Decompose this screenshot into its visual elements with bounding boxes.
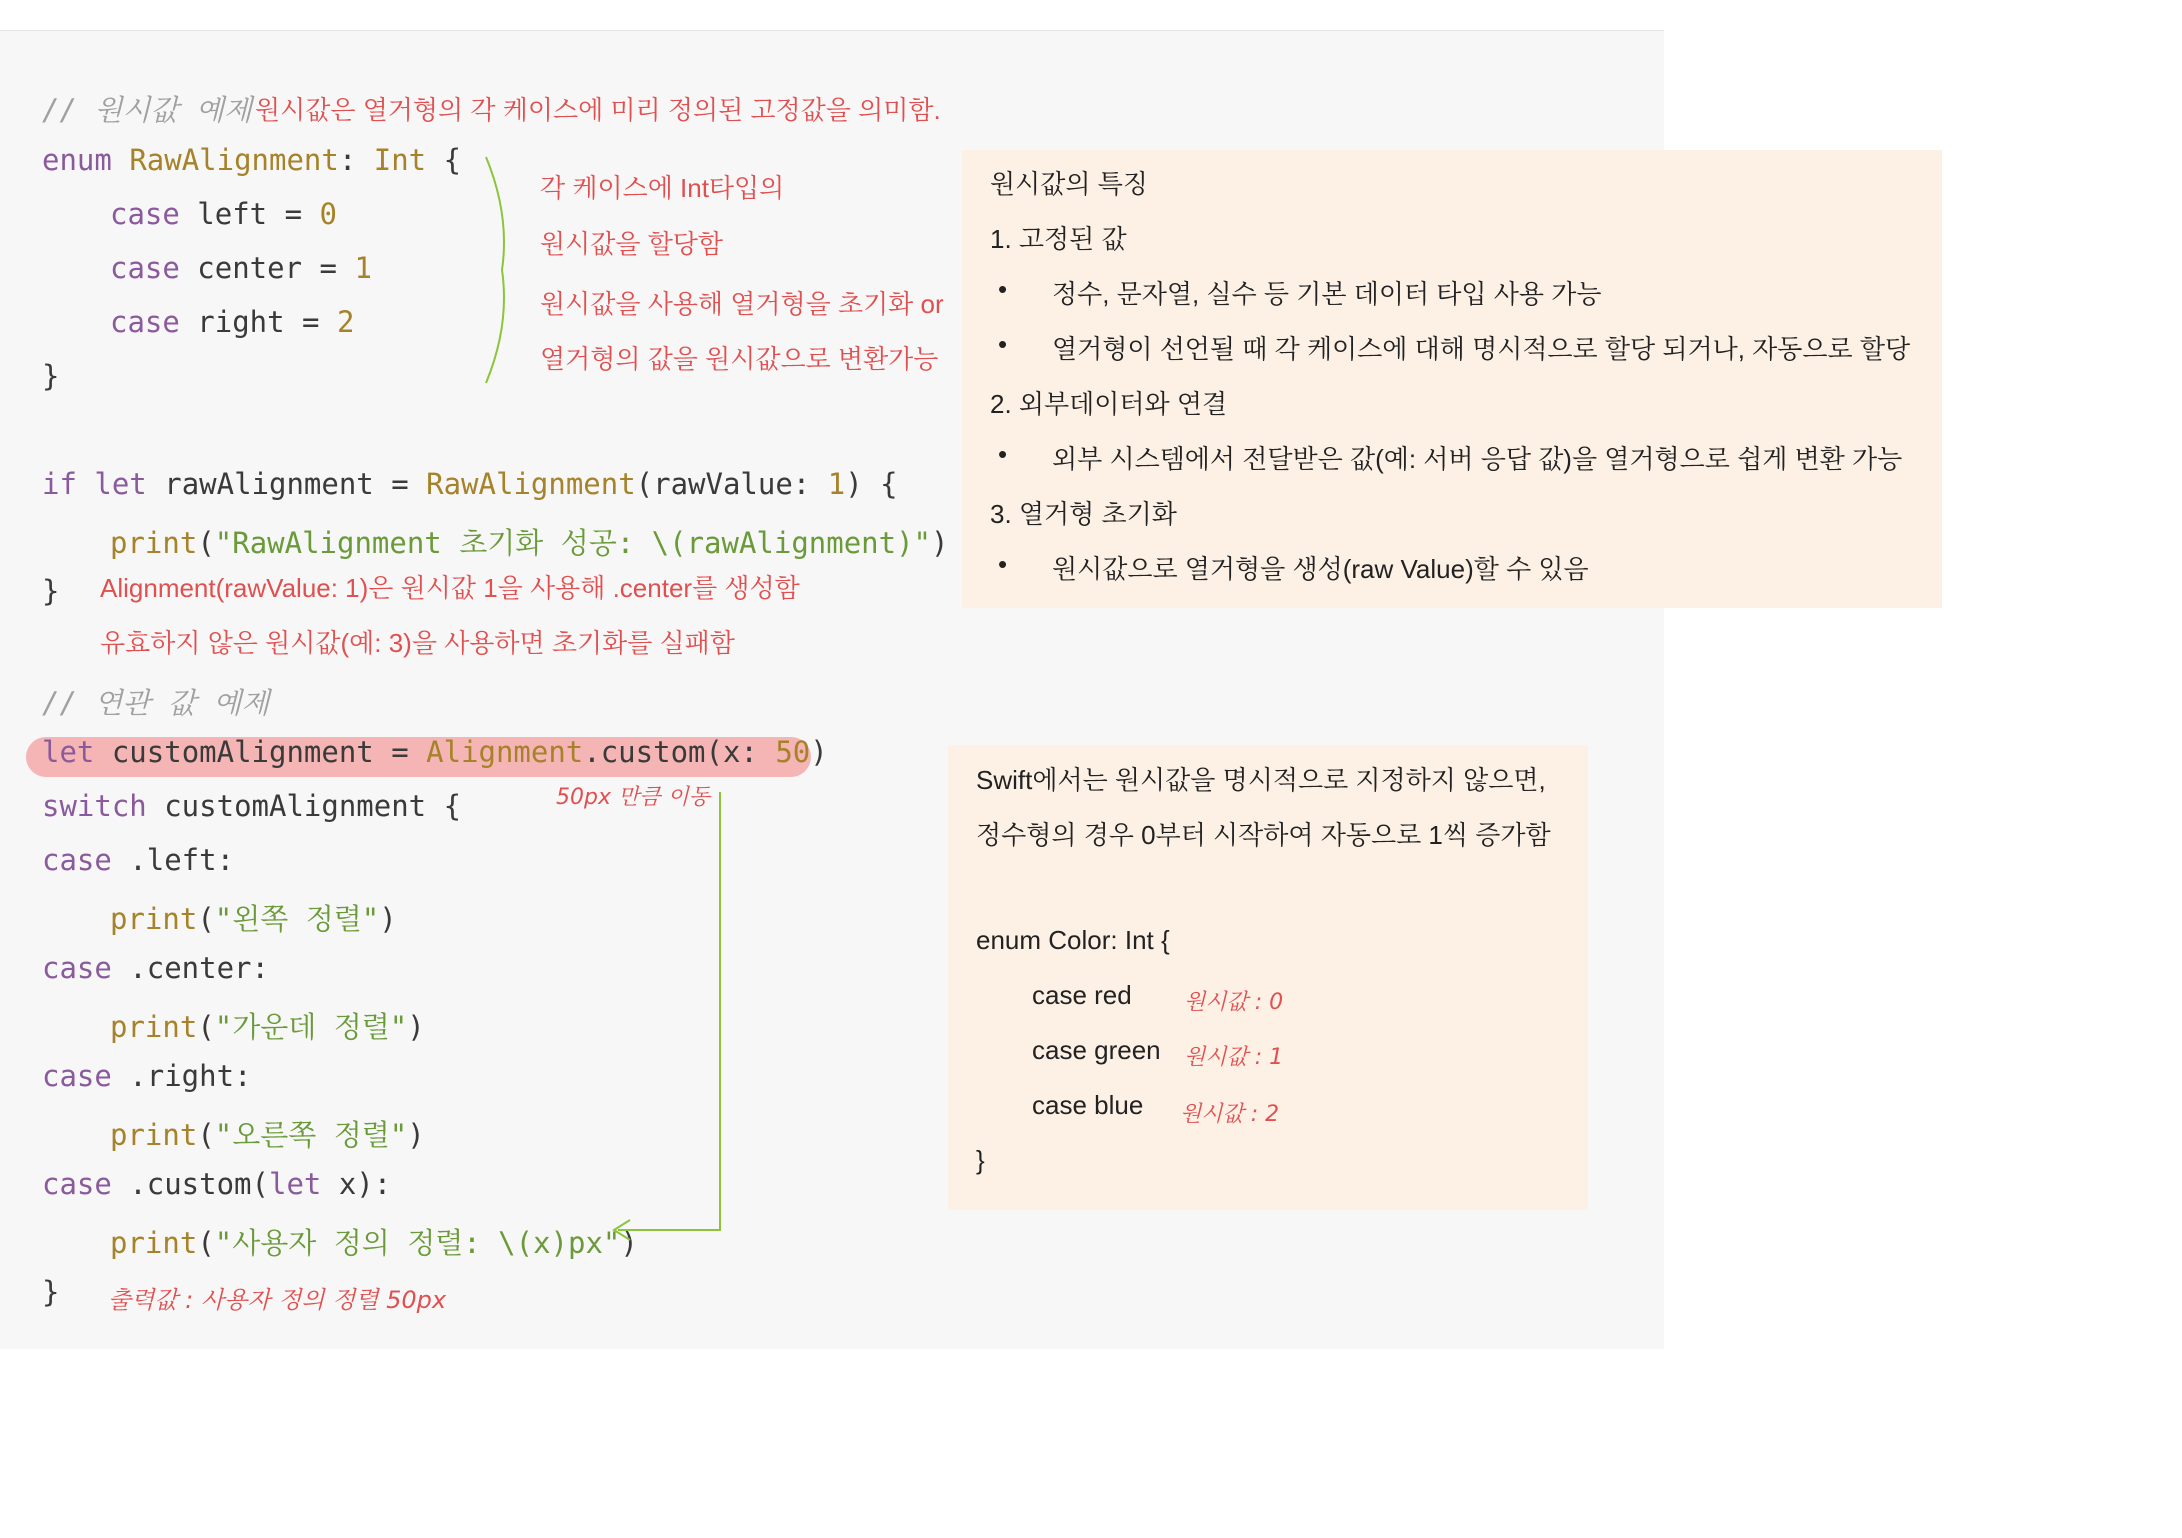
print-function: print (110, 526, 198, 560)
case-keyword: case (42, 1059, 112, 1093)
print-custom-string: "사용자 정의 정렬: \(x)px" (214, 1226, 621, 1260)
init-annotation-2: 유효하지 않은 원시값(예: 3)을 사용하면 초기화를 실패함 (100, 628, 735, 658)
if-brace-close: } (42, 574, 60, 608)
brace-open: { (426, 143, 462, 177)
switch-line (42, 789, 461, 823)
raw-value-features-note (962, 150, 1942, 608)
paren-open: ( (197, 1010, 215, 1044)
print-center-string: "가운데 정렬" (214, 1010, 408, 1044)
print-left-line (110, 897, 397, 938)
bullet: • (998, 439, 1008, 469)
note1-title: 원시값의 특징 (990, 169, 1148, 199)
bullet: • (998, 274, 1008, 304)
switch-keyword: switch (42, 789, 147, 823)
print-custom-line (110, 1221, 638, 1262)
case-dot-left: .left: (111, 843, 235, 877)
switch-brace-close: } (42, 1275, 60, 1309)
custom-alignment-line (42, 735, 828, 769)
case-keyword: case (110, 197, 180, 231)
curly-brace-icon (480, 155, 520, 385)
raw-alignment-type: RawAlignment (426, 467, 636, 501)
case-keyword: case (110, 305, 180, 339)
colon: : (338, 143, 374, 177)
brace-annotation-3: 원시값을 사용해 열거형을 초기화 or (540, 289, 944, 319)
note2-raw-red: 원시값 : 0 (1184, 990, 1284, 1015)
case-custom-a: .custom( (111, 1167, 269, 1201)
note2-brace-close: } (976, 1145, 985, 1175)
note2-line-1: Swift에서는 원시값을 명시적으로 지정하지 않으면, (976, 765, 1546, 795)
value-one: 1 (354, 251, 372, 285)
arrow-icon (600, 780, 730, 1250)
paren-open: ( (197, 1226, 215, 1260)
value-two: 2 (336, 305, 355, 339)
if-keyword: if (42, 467, 77, 501)
case-custom-b: x): (321, 1167, 392, 1201)
paren-close: ) (407, 1118, 425, 1152)
print-success-string: "RawAlignment 초기화 성공: \(rawAlignment)" (214, 526, 932, 560)
if-let-line (42, 467, 898, 501)
case-custom-switch (42, 1167, 391, 1201)
if-let-middle: rawAlignment = (146, 467, 427, 501)
case-keyword: case (42, 951, 112, 985)
note1-bullet-1: 정수, 문자열, 실수 등 기본 데이터 타입 사용 가능 (1052, 279, 1602, 309)
case-center-text: center = (179, 251, 355, 285)
raw-value: 1 (827, 467, 846, 501)
note1-heading-1: 1. 고정된 값 (990, 224, 1127, 254)
let-line-middle: customAlignment = (94, 735, 427, 769)
header-annotation: 원시값은 열거형의 각 케이스에 미리 정의된 고정값을 의미함. (255, 95, 941, 125)
note1-bullet-2: 열거형이 선언될 때 각 케이스에 대해 명시적으로 할당 되거나, 자동으로 할당 (1052, 334, 1911, 364)
custom-call: .custom(x: (583, 735, 776, 769)
paren-close: ) (620, 1226, 638, 1260)
print-success-line (110, 521, 948, 562)
case-center-line (110, 251, 372, 285)
note1-bullet-3: 외부 시스템에서 전달받은 값(예: 서버 응답 값)을 열거형으로 쉽게 변환 가능 (1052, 444, 1903, 474)
brace-annotation-4: 열거형의 값을 원시값으로 변환가능 (540, 344, 939, 374)
note2-case-red: case red (1032, 980, 1132, 1010)
paren-open: ( (197, 526, 215, 560)
move-annotation: 50px 만큼 이동 (556, 785, 710, 810)
output-annotation: 출력값 : 사용자 정의 정렬 50px (108, 1286, 447, 1314)
bullet: • (998, 549, 1008, 579)
enum-keyword: enum (42, 143, 112, 177)
custom-value: 50 (775, 735, 811, 769)
note2-case-blue: case blue (1032, 1090, 1144, 1120)
print-function: print (110, 1118, 198, 1152)
print-function: print (110, 1010, 198, 1044)
let-keyword: let (94, 467, 147, 501)
let-keyword: let (42, 735, 95, 769)
paren-close: ) (931, 526, 949, 560)
case-left-switch (42, 843, 234, 877)
note2-line-2: 정수형의 경우 0부터 시작하여 자동으로 1씩 증가함 (976, 820, 1551, 850)
raw-end: ) { (845, 467, 898, 501)
value-zero: 0 (319, 197, 337, 231)
print-function: print (110, 902, 198, 936)
note1-heading-3: 3. 열거형 초기화 (990, 499, 1177, 529)
comment-assoc-example: // 연관 값 예제 (42, 686, 270, 720)
bullet: • (998, 329, 1008, 359)
brace-annotation-1: 각 케이스에 Int타입의 (540, 173, 785, 203)
let-keyword: let (268, 1167, 322, 1201)
note2-case-green: case green (1032, 1035, 1161, 1065)
case-keyword: case (42, 1167, 112, 1201)
case-center-switch (42, 951, 269, 985)
enum-brace-close: } (42, 359, 60, 393)
case-dot-right: .right: (111, 1059, 252, 1093)
paren-close: ) (379, 902, 397, 936)
comment-raw-example: // 원시값 예제 (42, 93, 252, 127)
case-dot-center: .center: (111, 951, 269, 985)
print-right-string: "오른쪽 정렬" (214, 1118, 408, 1152)
enum-name: RawAlignment (129, 143, 339, 177)
case-right-text: right = (179, 305, 337, 339)
print-right-line (110, 1113, 425, 1154)
print-function: print (110, 1226, 198, 1260)
case-left-text: left = (179, 197, 320, 231)
case-right-line (110, 305, 354, 339)
note1-heading-2: 2. 외부데이터와 연결 (990, 389, 1228, 419)
note2-enum-line: enum Color: Int { (976, 925, 1170, 955)
switch-rest: customAlignment { (146, 789, 462, 823)
paren-open: ( (197, 902, 215, 936)
int-type: Int (373, 143, 427, 177)
case-keyword: case (110, 251, 180, 285)
note1-bullet-4: 원시값으로 열거형을 생성(raw Value)할 수 있음 (1052, 554, 1589, 584)
case-keyword: case (42, 843, 112, 877)
raw-args: (rawValue: (635, 467, 828, 501)
alignment-type: Alignment (426, 735, 584, 769)
custom-end: ) (810, 735, 828, 769)
brace-annotation-2: 원시값을 할당함 (540, 229, 724, 259)
enum-declaration (42, 143, 461, 177)
note2-raw-blue: 원시값 : 2 (1180, 1102, 1280, 1127)
paren-close: ) (407, 1010, 425, 1044)
auto-increment-note (948, 745, 1588, 1210)
paren-open: ( (197, 1118, 215, 1152)
init-annotation-1: Alignment(rawValue: 1)은 원시값 1을 사용해 .center를 생성함 (100, 573, 800, 603)
print-center-line (110, 1005, 425, 1046)
print-left-string: "왼쪽 정렬" (214, 902, 380, 936)
case-left-line (110, 197, 337, 231)
note2-raw-green: 원시값 : 1 (1184, 1045, 1284, 1070)
case-right-switch (42, 1059, 252, 1093)
